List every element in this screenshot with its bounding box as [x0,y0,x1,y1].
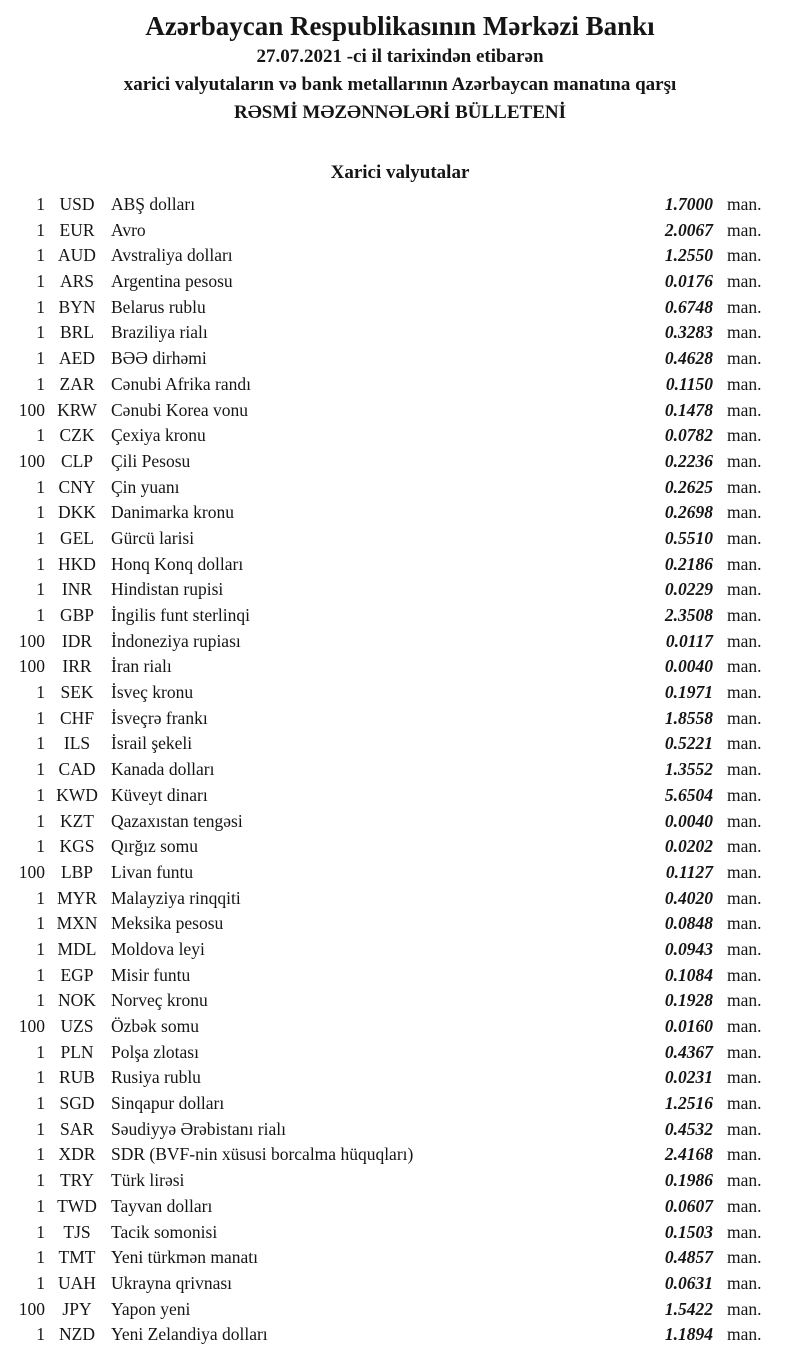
row-name: Sinqapur dolları [111,1093,225,1114]
row-rate: 0.1503 [664,1221,713,1242]
rate-row [0,500,772,526]
row-qty: 1 [36,836,45,857]
row-name: Qazaxıstan tengəsi [111,810,243,831]
rate-row [0,398,772,424]
row-name: Hindistan rupisi [111,579,224,600]
row-rate: 0.1084 [664,964,713,985]
row-code: ZAR [59,373,95,394]
row-qty: 1 [36,553,45,574]
rate-row [0,1065,772,1091]
row-qty: 1 [36,527,45,548]
row-qty: 1 [36,733,45,754]
rate-row [0,680,772,706]
subject-line: xarici valyutaların və bank metallarının Azərbaycan manatına qarşı [123,74,677,95]
row-name: Səudiyyə Ərəbistanı rialı [111,1118,286,1139]
rate-row [0,988,772,1014]
row-name: İsrail şekeli [111,733,193,754]
row-qty: 1 [36,887,45,908]
row-name: Tayvan dolları [111,1195,213,1216]
row-code: CLP [60,450,94,471]
row-unit: man. [727,527,762,548]
rate-row [0,475,772,501]
rate-row [0,1142,772,1168]
row-name: Livan funtu [111,861,194,882]
row-code: BRL [59,322,95,343]
row-qty: 1 [36,1041,45,1062]
row-rate: 0.2625 [664,476,713,497]
row-code: TWD [57,1195,97,1216]
rate-row [0,706,772,732]
rates-table-body [0,192,772,1348]
rate-row [0,731,772,757]
row-code: PLN [60,1041,94,1062]
row-rate: 0.4628 [664,348,713,369]
row-qty: 1 [36,990,45,1011]
row-qty: 1 [36,759,45,780]
row-rate: 1.8558 [664,707,713,728]
row-unit: man. [727,682,762,703]
row-code: GEL [59,527,95,548]
rate-row [0,243,772,269]
row-name: Meksika pesosu [111,913,224,934]
row-name: Polşa zlotası [111,1041,199,1062]
row-unit: man. [727,373,762,394]
row-name: İngilis funt sterlinqi [111,605,251,625]
row-unit: man. [727,836,762,857]
row-qty: 100 [18,1298,45,1319]
row-code: GBP [59,605,95,625]
row-name: Küveyt dinarı [111,784,208,805]
row-unit: man. [727,348,762,369]
row-qty: 1 [36,938,45,959]
row-rate: 0.4532 [664,1118,713,1139]
row-qty: 1 [36,1195,45,1216]
row-qty: 100 [18,399,45,420]
row-rate: 0.3283 [664,322,713,343]
rate-row [0,218,772,244]
rate-row [0,1091,772,1117]
row-rate: 0.1928 [664,990,713,1011]
row-name: Moldova leyi [111,938,205,959]
row-name: Braziliya rialı [111,322,208,343]
row-code: XDR [58,1144,96,1165]
row-qty: 1 [36,476,45,497]
row-qty: 100 [18,450,45,471]
row-code: UAH [58,1272,96,1293]
row-rate: 0.5510 [664,527,713,548]
row-name: Çexiya kronu [111,425,206,446]
row-unit: man. [727,990,762,1011]
row-name: Tacik somonisi [111,1221,218,1242]
row-rate: 1.2550 [664,245,713,266]
row-unit: man. [727,913,762,934]
row-rate: 0.1971 [664,682,713,703]
row-unit: man. [727,1298,762,1319]
row-name: Rusiya rublu [111,1067,201,1088]
row-qty: 1 [36,1221,45,1242]
row-name: Argentina pesosu [111,271,233,292]
row-name: Yeni Zelandiya dolları [111,1324,268,1345]
row-code: TRY [59,1170,95,1191]
row-unit: man. [727,605,762,625]
row-qty: 1 [36,682,45,703]
rate-row [0,269,772,295]
rate-row [0,320,772,346]
row-code: KRW [57,399,97,420]
row-name: Çin yuanı [111,476,180,497]
row-name: Yeni türkmən manatı [111,1247,258,1268]
row-name: SDR (BVF-nin xüsusi borcalma hüquqları) [111,1144,414,1165]
rate-row [0,809,772,835]
row-qty: 100 [18,630,45,651]
row-code: USD [59,194,95,214]
rates-table [0,192,800,1348]
row-unit: man. [727,1093,762,1114]
row-unit: man. [727,476,762,497]
row-code: KZT [59,810,95,831]
row-code: UZS [60,1016,94,1036]
row-rate: 2.0067 [664,219,713,240]
row-unit: man. [727,784,762,805]
rate-row [0,1040,772,1066]
rate-row [0,295,772,321]
row-unit: man. [727,759,762,780]
row-name: İsveç kronu [111,682,194,703]
row-code: MXN [56,913,98,934]
row-code: ARS [59,271,95,292]
row-code: AED [59,348,95,369]
rate-row [0,1014,772,1040]
row-unit: man. [727,271,762,292]
row-name: Özbək somu [111,1016,199,1036]
section-title-foreign-currencies: Xarici valyutalar [330,162,470,183]
rate-row [0,911,772,937]
row-qty: 100 [18,656,45,677]
row-rate: 0.0040 [664,656,713,677]
row-qty: 1 [36,425,45,446]
page-header [0,0,800,127]
row-name: Gürcü larisi [111,527,195,548]
rate-row [0,603,772,629]
row-code: MYR [57,887,97,908]
rate-row [0,372,772,398]
row-code: NOK [58,990,96,1011]
row-rate: 1.2516 [664,1093,713,1114]
row-qty: 1 [36,964,45,985]
row-qty: 1 [36,322,45,343]
row-unit: man. [727,1170,762,1191]
row-rate: 0.0607 [664,1195,713,1216]
row-rate: 0.1478 [664,399,713,420]
row-code: TJS [63,1221,91,1242]
rate-row [0,834,772,860]
row-code: SGD [59,1093,95,1114]
row-unit: man. [727,296,762,317]
row-qty: 1 [36,1247,45,1268]
row-qty: 1 [36,373,45,394]
row-rate: 0.0176 [664,271,713,292]
row-unit: man. [727,861,762,882]
row-rate: 0.4367 [664,1041,713,1062]
row-rate: 0.0848 [664,913,713,934]
row-rate: 0.2186 [664,553,713,574]
row-name: İran rialı [111,656,172,677]
row-code: JPY [62,1298,92,1319]
row-code: RUB [59,1067,95,1088]
row-rate: 1.7000 [664,194,713,214]
effective-date-line: 27.07.2021 -ci il tarixindən etibarən [256,46,544,67]
row-qty: 1 [36,502,45,523]
row-name: İndoneziya rupiası [111,630,241,651]
row-name: Avro [111,219,146,240]
rate-row [0,783,772,809]
row-unit: man. [727,194,762,214]
row-name: Belarus rublu [111,296,206,317]
row-code: HKD [58,553,96,574]
row-rate: 1.3552 [664,759,713,780]
row-unit: man. [727,1195,762,1216]
row-name: Misir funtu [111,964,191,985]
bulletin-title: RƏSMİ MƏZƏNNƏLƏRİ BÜLLETENİ [233,102,566,123]
row-code: SEK [60,682,94,703]
row-unit: man. [727,1221,762,1242]
row-code: EUR [59,219,95,240]
row-code: LBP [60,861,94,882]
row-code: KWD [56,784,98,805]
row-unit: man. [727,450,762,471]
row-code: EGP [60,964,94,985]
row-code: BYN [58,296,96,317]
rate-row [0,192,772,218]
row-name: ABŞ dolları [111,194,196,214]
rate-row [0,423,772,449]
row-code: ILS [63,733,91,754]
row-qty: 1 [36,245,45,266]
row-rate: 0.0117 [665,630,713,651]
row-code: CHF [59,707,95,728]
row-rate: 0.0040 [664,810,713,831]
rate-row [0,886,772,912]
rate-row [0,449,772,475]
rate-row [0,654,772,680]
row-rate: 0.4857 [664,1247,713,1268]
row-qty: 1 [36,579,45,600]
rate-row [0,629,772,655]
rate-row [0,577,772,603]
row-qty: 1 [36,1324,45,1345]
rate-row [0,552,772,578]
row-unit: man. [727,810,762,831]
row-qty: 1 [36,1144,45,1165]
row-rate: 0.2236 [664,450,713,471]
rate-row [0,526,772,552]
row-unit: man. [727,938,762,959]
row-unit: man. [727,707,762,728]
row-unit: man. [727,887,762,908]
row-unit: man. [727,322,762,343]
row-qty: 1 [36,1067,45,1088]
row-code: SAR [59,1118,95,1139]
row-unit: man. [727,1144,762,1165]
row-code: AUD [58,245,96,266]
row-rate: 0.4020 [664,887,713,908]
row-unit: man. [727,1067,762,1088]
row-code: CZK [59,425,95,446]
row-unit: man. [727,1324,762,1345]
row-qty: 1 [36,194,45,214]
row-unit: man. [727,219,762,240]
row-unit: man. [727,399,762,420]
row-rate: 0.0229 [664,579,713,600]
row-qty: 1 [36,1272,45,1293]
row-unit: man. [727,579,762,600]
row-code: KGS [59,836,95,857]
row-name: İsveçrə frankı [111,707,208,728]
rate-row [0,860,772,886]
row-qty: 1 [36,1093,45,1114]
row-name: Malayziya rinqqiti [111,887,241,908]
row-rate: 0.1986 [664,1170,713,1191]
row-rate: 0.6748 [664,296,713,317]
row-rate: 0.2698 [664,502,713,523]
row-code: DKK [58,502,96,523]
row-name: Kanada dolları [111,759,215,780]
rate-row [0,1194,772,1220]
row-unit: man. [727,656,762,677]
row-name: Türk lirəsi [111,1170,185,1191]
row-unit: man. [727,1118,762,1139]
row-name: Cənubi Korea vonu [111,399,249,420]
row-rate: 0.5221 [664,733,713,754]
row-code: CAD [58,759,96,780]
row-unit: man. [727,502,762,523]
rate-row [0,1117,772,1143]
row-unit: man. [727,425,762,446]
row-qty: 1 [36,1118,45,1139]
row-name: Qırğız somu [111,836,199,857]
row-qty: 1 [36,271,45,292]
row-name: BƏƏ dirhəmi [111,348,207,369]
row-qty: 1 [36,810,45,831]
row-code: IDR [61,630,93,651]
row-qty: 1 [36,707,45,728]
row-rate: 1.1894 [664,1324,713,1345]
row-rate: 0.0943 [664,938,713,959]
row-code: MDL [57,938,97,959]
row-qty: 1 [36,913,45,934]
row-unit: man. [727,1272,762,1293]
row-qty: 100 [18,1016,45,1036]
row-rate: 2.3508 [664,605,713,625]
row-rate: 0.0202 [664,836,713,857]
row-rate: 0.0160 [664,1016,713,1036]
rate-row [0,1297,772,1323]
row-qty: 100 [18,861,45,882]
rate-row [0,1245,772,1271]
row-name: Norveç kronu [111,990,208,1011]
row-qty: 1 [36,784,45,805]
row-name: Honq Konq dolları [111,553,244,574]
row-unit: man. [727,964,762,985]
row-qty: 1 [36,348,45,369]
row-qty: 1 [36,219,45,240]
row-code: NZD [59,1324,95,1345]
row-code: CNY [58,476,96,497]
row-code: TMT [58,1247,96,1268]
row-unit: man. [727,553,762,574]
row-name: Avstraliya dolları [111,245,233,266]
row-unit: man. [727,1016,762,1036]
row-qty: 1 [36,296,45,317]
row-rate: 1.5422 [664,1298,713,1319]
row-code: INR [61,579,93,600]
row-name: Ukrayna qrivnası [111,1272,233,1293]
row-name: Yapon yeni [111,1298,191,1319]
row-name: Danimarka kronu [111,502,234,523]
row-unit: man. [727,733,762,754]
rate-row [0,937,772,963]
row-unit: man. [727,1041,762,1062]
rate-row [0,346,772,372]
row-qty: 1 [36,605,45,625]
row-rate: 0.0231 [664,1067,713,1088]
rate-row [0,1271,772,1297]
row-name: Çili Pesosu [111,450,191,471]
row-rate: 0.0631 [664,1272,713,1293]
row-rate: 0.1127 [665,861,713,882]
row-rate: 0.0782 [664,425,713,446]
row-unit: man. [727,630,762,651]
row-unit: man. [727,1247,762,1268]
row-name: Cənubi Afrika randı [111,373,251,394]
row-rate: 2.4168 [664,1144,713,1165]
rate-row [0,963,772,989]
row-unit: man. [727,245,762,266]
rate-row [0,1322,772,1348]
rate-row [0,757,772,783]
bank-title: Azərbaycan Respublikasının Mərkəzi Bankı [145,11,655,41]
rate-row [0,1220,772,1246]
row-rate: 5.6504 [664,784,713,805]
row-rate: 0.1150 [665,373,713,394]
row-qty: 1 [36,1170,45,1191]
row-code: IRR [62,656,92,677]
rate-row [0,1168,772,1194]
